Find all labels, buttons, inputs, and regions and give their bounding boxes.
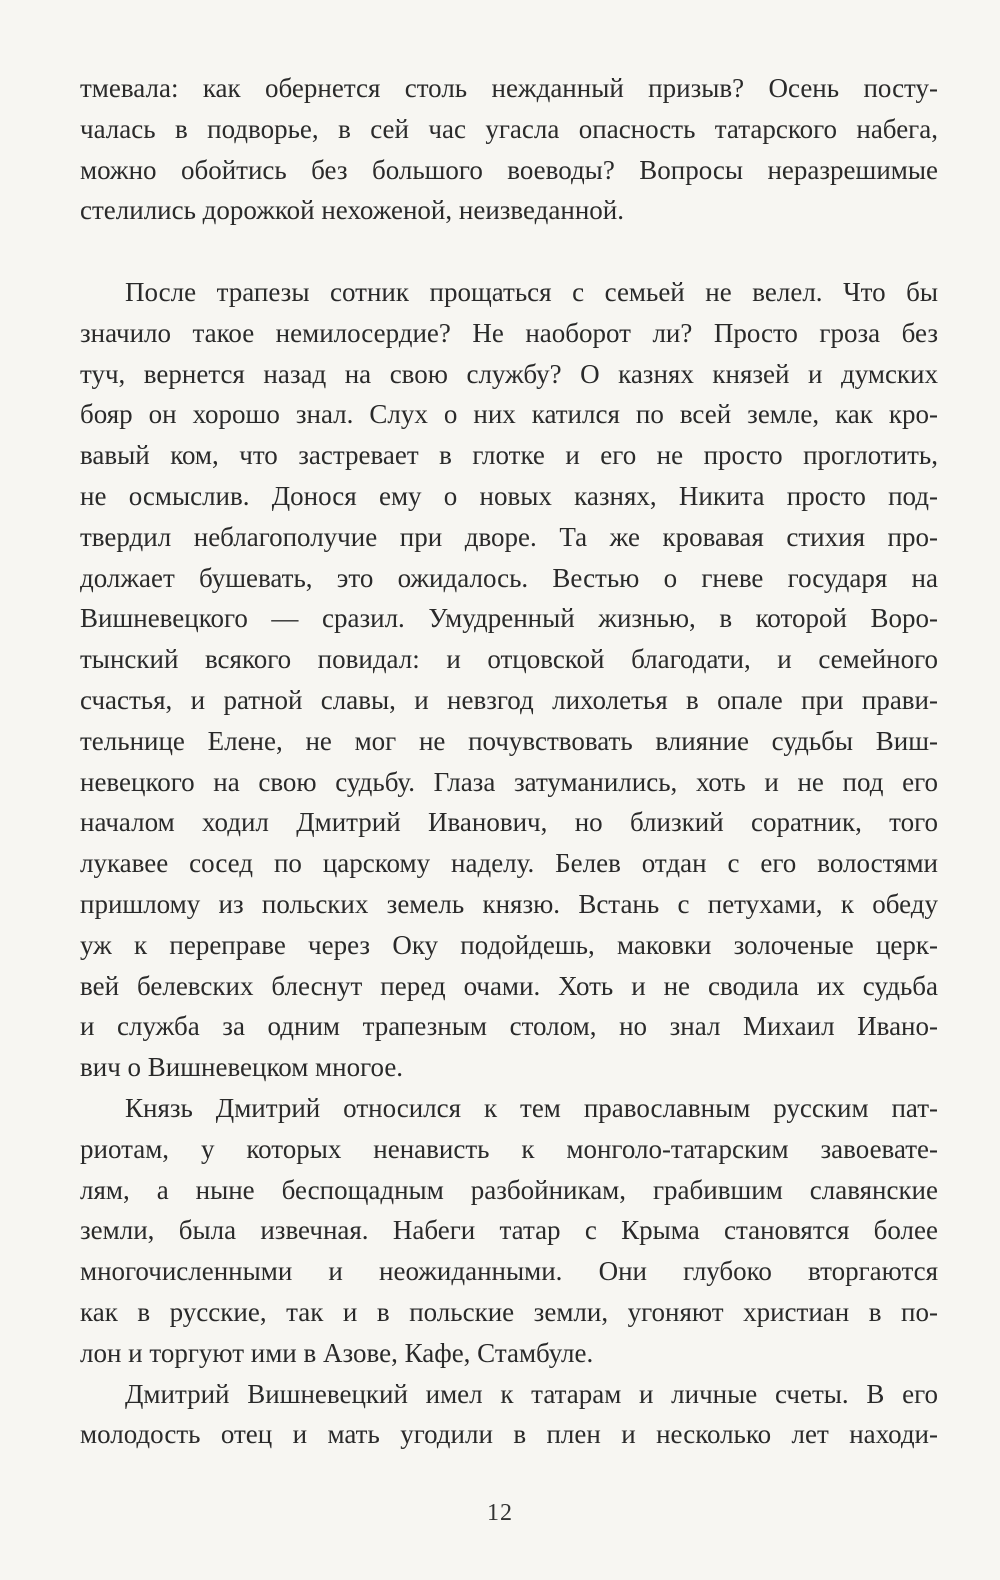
text-line: стелились дорожкой нехоженой, неизведанной. [80, 195, 624, 226]
text-line: земли, была извечная. Набеги татар с Крыма становятся более [80, 1215, 938, 1246]
text-line: тынский всякого повидал: и отцовской благодати, и семейного [80, 644, 938, 675]
text-line: вей белевских блеснут перед очами. Хоть и не сводила их судьба [80, 970, 938, 1001]
text-line: уж к переправе через Оку подойдешь, маковки золоченые церк- [80, 929, 938, 960]
paragraph-gap [80, 231, 938, 272]
text-line: Дмитрий Вишневецкий имел к татарам и личные счеты. В его [125, 1378, 938, 1409]
text-line: не осмыслив. Донося ему о новых казнях, Никита просто под- [80, 480, 938, 511]
text-line: лукавее сосед по царскому наделу. Белев отдан с его волостями [80, 848, 938, 879]
paragraph [80, 1374, 938, 1456]
text-line: риотам, у которых ненависть к монголо-татарским завоевате- [80, 1133, 938, 1164]
text-line: вавый ком, что застревает в глотке и его не просто проглотить, [80, 440, 938, 471]
text-line: туч, вернется назад на свою службу? О казнях князей и думских [80, 358, 938, 389]
text-line: тмевала: как обернется столь нежданный призыв? Осень посту- [80, 73, 938, 103]
text-line: тельнице Елене, не мог не почувствовать влияние судьбы Виш- [80, 725, 938, 756]
text-line: невецкого на свою судьбу. Глаза затуманились, хоть и не под его [80, 766, 938, 797]
text-line: чалась в подворье, в сей час угасла опасность татарского набега, [80, 113, 938, 144]
text-line: пришлому из польских земель князю. Встань с петухами, к обеду [80, 888, 938, 919]
text-line: лям, а ныне беспощадным разбойникам, грабившим славянские [80, 1174, 938, 1205]
text-line: бояр он хорошо знал. Слух о них катился по всей земле, как кро- [80, 399, 938, 430]
text-line: молодость отец и мать угодили в плен и несколько лет находи- [80, 1419, 938, 1450]
text-line: счастья, и ратной славы, и невзгод лихолетья в опале при прави- [80, 684, 938, 715]
text-line: началом ходил Дмитрий Иванович, но близкий соратник, того [80, 807, 938, 838]
text-line: многочисленными и неожиданными. Они глубоко вторгаются [80, 1256, 938, 1287]
paragraph [80, 272, 938, 1088]
text-line: вич о Вишневецком многое. [80, 1052, 404, 1083]
text-line: Князь Дмитрий относился к тем православным русским пат- [125, 1092, 938, 1123]
text-line: как в русские, так и в польские земли, угоняют христиан в по- [80, 1296, 938, 1327]
page-number: 12 [487, 1500, 513, 1526]
page-text [80, 68, 938, 1455]
text-line: лон и торгуют ими в Азове, Кафе, Стамбуле. [80, 1337, 594, 1368]
text-line: После трапезы сотник прощаться с семьей не велел. Что бы [125, 276, 938, 307]
text-line: Вишневецкого — сразил. Умудренный жизнью, в которой Воро- [80, 603, 938, 634]
text-line: должает бушевать, это ожидалось. Вестью о гневе государя на [80, 562, 938, 593]
paragraph [80, 1088, 938, 1374]
text-line: можно обойтись без большого воеводы? Вопросы неразрешимые [80, 154, 938, 185]
paragraph [80, 68, 938, 231]
text-line: твердил неблагополучие при дворе. Та же кровавая стихия про- [80, 521, 938, 552]
text-line: значило такое немилосердие? Не наоборот ли? Просто гроза без [80, 317, 938, 348]
text-line: и служба за одним трапезным столом, но знал Михаил Ивано- [80, 1011, 938, 1042]
